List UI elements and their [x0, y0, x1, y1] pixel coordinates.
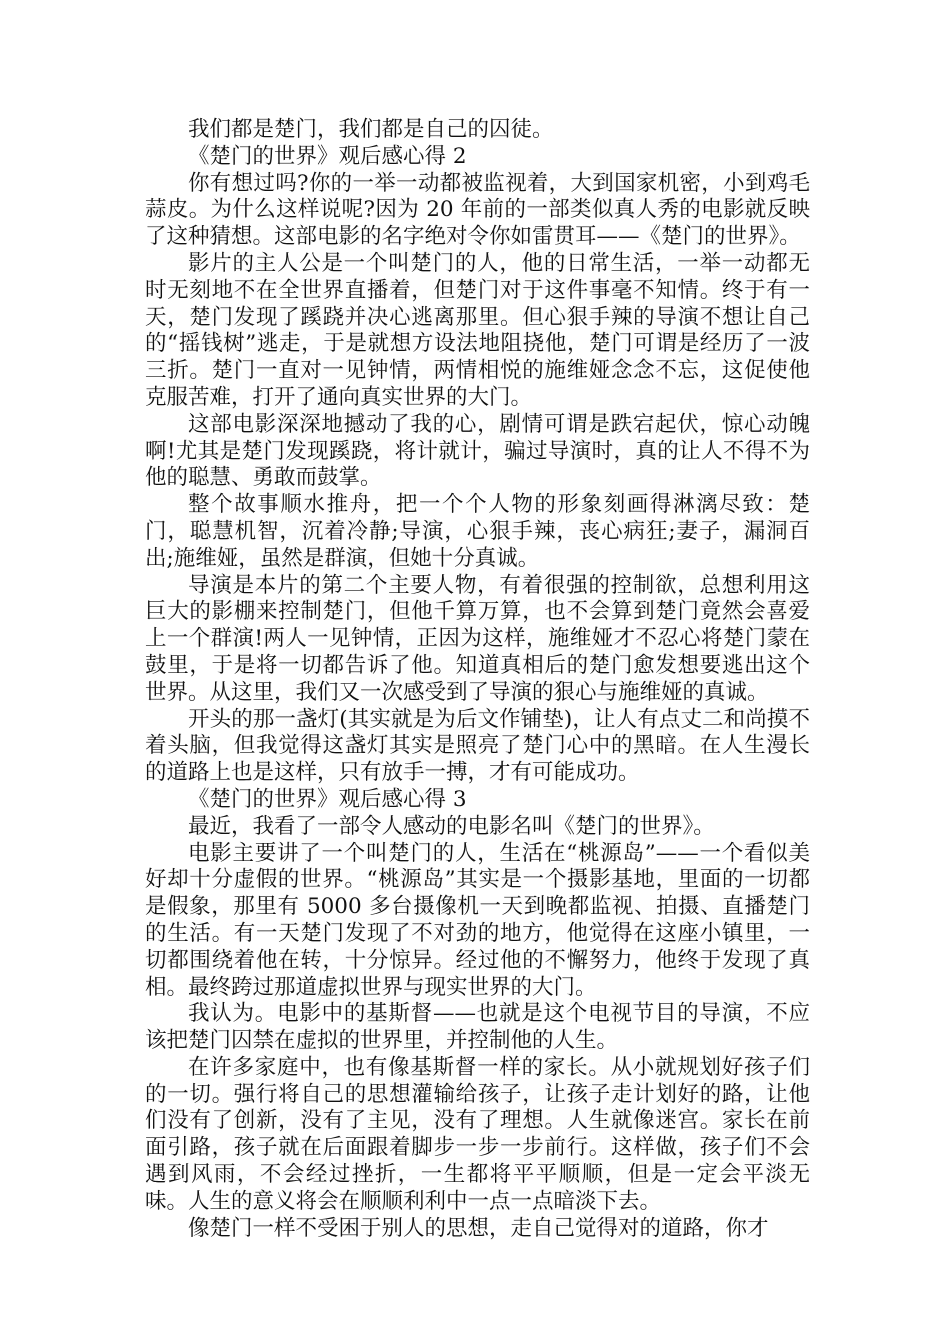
paragraph-3: 你有想过吗?你的一举一动都被监视着，大到国家机密，小到鸡毛蒜皮。为什么这样说呢?因为 20 年前的一部类似真人秀的电影就反映了这种猜想。这部电影的名字绝对令你如雷贯耳——《楚门的世界》。: [145, 170, 810, 250]
section-heading-3: 《楚门的世界》观后感心得 3: [188, 786, 467, 812]
paragraph-1: 我们都是楚门，我们都是自己的囚徒。: [188, 117, 554, 142]
paragraph-11: 电影主要讲了一个叫楚门的人，生活在“桃源岛”——一个看似美好却十分虚假的世界。“桃源岛”其实是一个摄影基地，里面的一切都是假象，那里有 5000 多台摄像机一天到晚都监视、拍摄、直播楚门的生活。有一天楚门发现了不对劲的地方，他觉得在这座小镇里，一切都围绕着他在转，十分惊异。经过他的不懈努力，他终于发现了真相。最终跨过那道虚拟世界与现实世界的大门。: [145, 840, 810, 1000]
paragraph-6: 整个故事顺水推舟，把一个个人物的形象刻画得淋漓尽致：楚门，聪慧机智，沉着冷静;导演，心狠手辣，丧心病狂;妻子，漏洞百出;施维娅，虽然是群演，但她十分真诚。: [145, 492, 810, 571]
paragraph-8: 开头的那一盏灯(其实就是为后文作铺垫)，让人有点丈二和尚摸不着头脑，但我觉得这盏灯其实是照亮了楚门心中的黑暗。在人生漫长的道路上也是这样，只有放手一搏，才有可能成功。: [145, 706, 810, 786]
document-body: [145, 117, 810, 1242]
paragraph-5: 这部电影深深地撼动了我的心，剧情可谓是跌宕起伏，惊心动魄啊!尤其是楚门发现蹊跷，将计就计，骗过导演时，真的让人不得不为他的聪慧、勇敢而鼓掌。: [145, 411, 810, 491]
paragraph-4: 影片的主人公是一个叫楚门的人，他的日常生活，一举一动都无时无刻地不在全世界直播着，但楚门对于这件事毫不知情。终于有一天，楚门发现了蹊跷并决心逃离那里。但心狠手辣的导演不想让自己的“摇钱树”逃走，于是就想方设法地阻挠他，楚门可谓是经历了一波三折。楚门一直对一见钟情，两情相悦的施维娅念念不忘，这促使他克服苦难，打开了通向真实世界的大门。: [145, 250, 810, 410]
paragraph-7: 导演是本片的第二个主要人物，有着很强的控制欲，总想利用这巨大的影棚来控制楚门，但他千算万算，也不会算到楚门竟然会喜爱上一个群演!两人一见钟情，正因为这样，施维娅才不忍心将楚门蒙在鼓里，于是将一切都告诉了他。知道真相后的楚门愈发想要逃出这个世界。从这里，我们又一次感受到了导演的狠心与施维娅的真诚。: [145, 572, 810, 705]
paragraph-12: 我认为。电影中的基斯督——也就是这个电视节目的导演，不应该把楚门囚禁在虚拟的世界里，并控制他的人生。: [145, 1001, 810, 1054]
paragraph-14: 像楚门一样不受困于别人的思想，走自己觉得对的道路，你才: [188, 1215, 769, 1241]
section-heading-2: 《楚门的世界》观后感心得 2: [188, 143, 467, 169]
paragraph-10: 最近，我看了一部令人感动的电影名叫《楚门的世界》。: [188, 813, 715, 839]
paragraph-13: 在许多家庭中，也有像基斯督一样的家长。从小就规划好孩子们的一切。强行将自己的思想灌输给孩子，让孩子走计划好的路，让他们没有了创新，没有了主见，没有了理想。人生就像迷宫。家长在前面引路，孩子就在后面跟着脚步一步一步前行。这样做，孩子们不会遇到风雨，不会经过挫折，一生都将平平顺顺，但是一定会平淡无味。人生的意义将会在顺顺利利中一点一点暗淡下去。: [145, 1054, 810, 1214]
